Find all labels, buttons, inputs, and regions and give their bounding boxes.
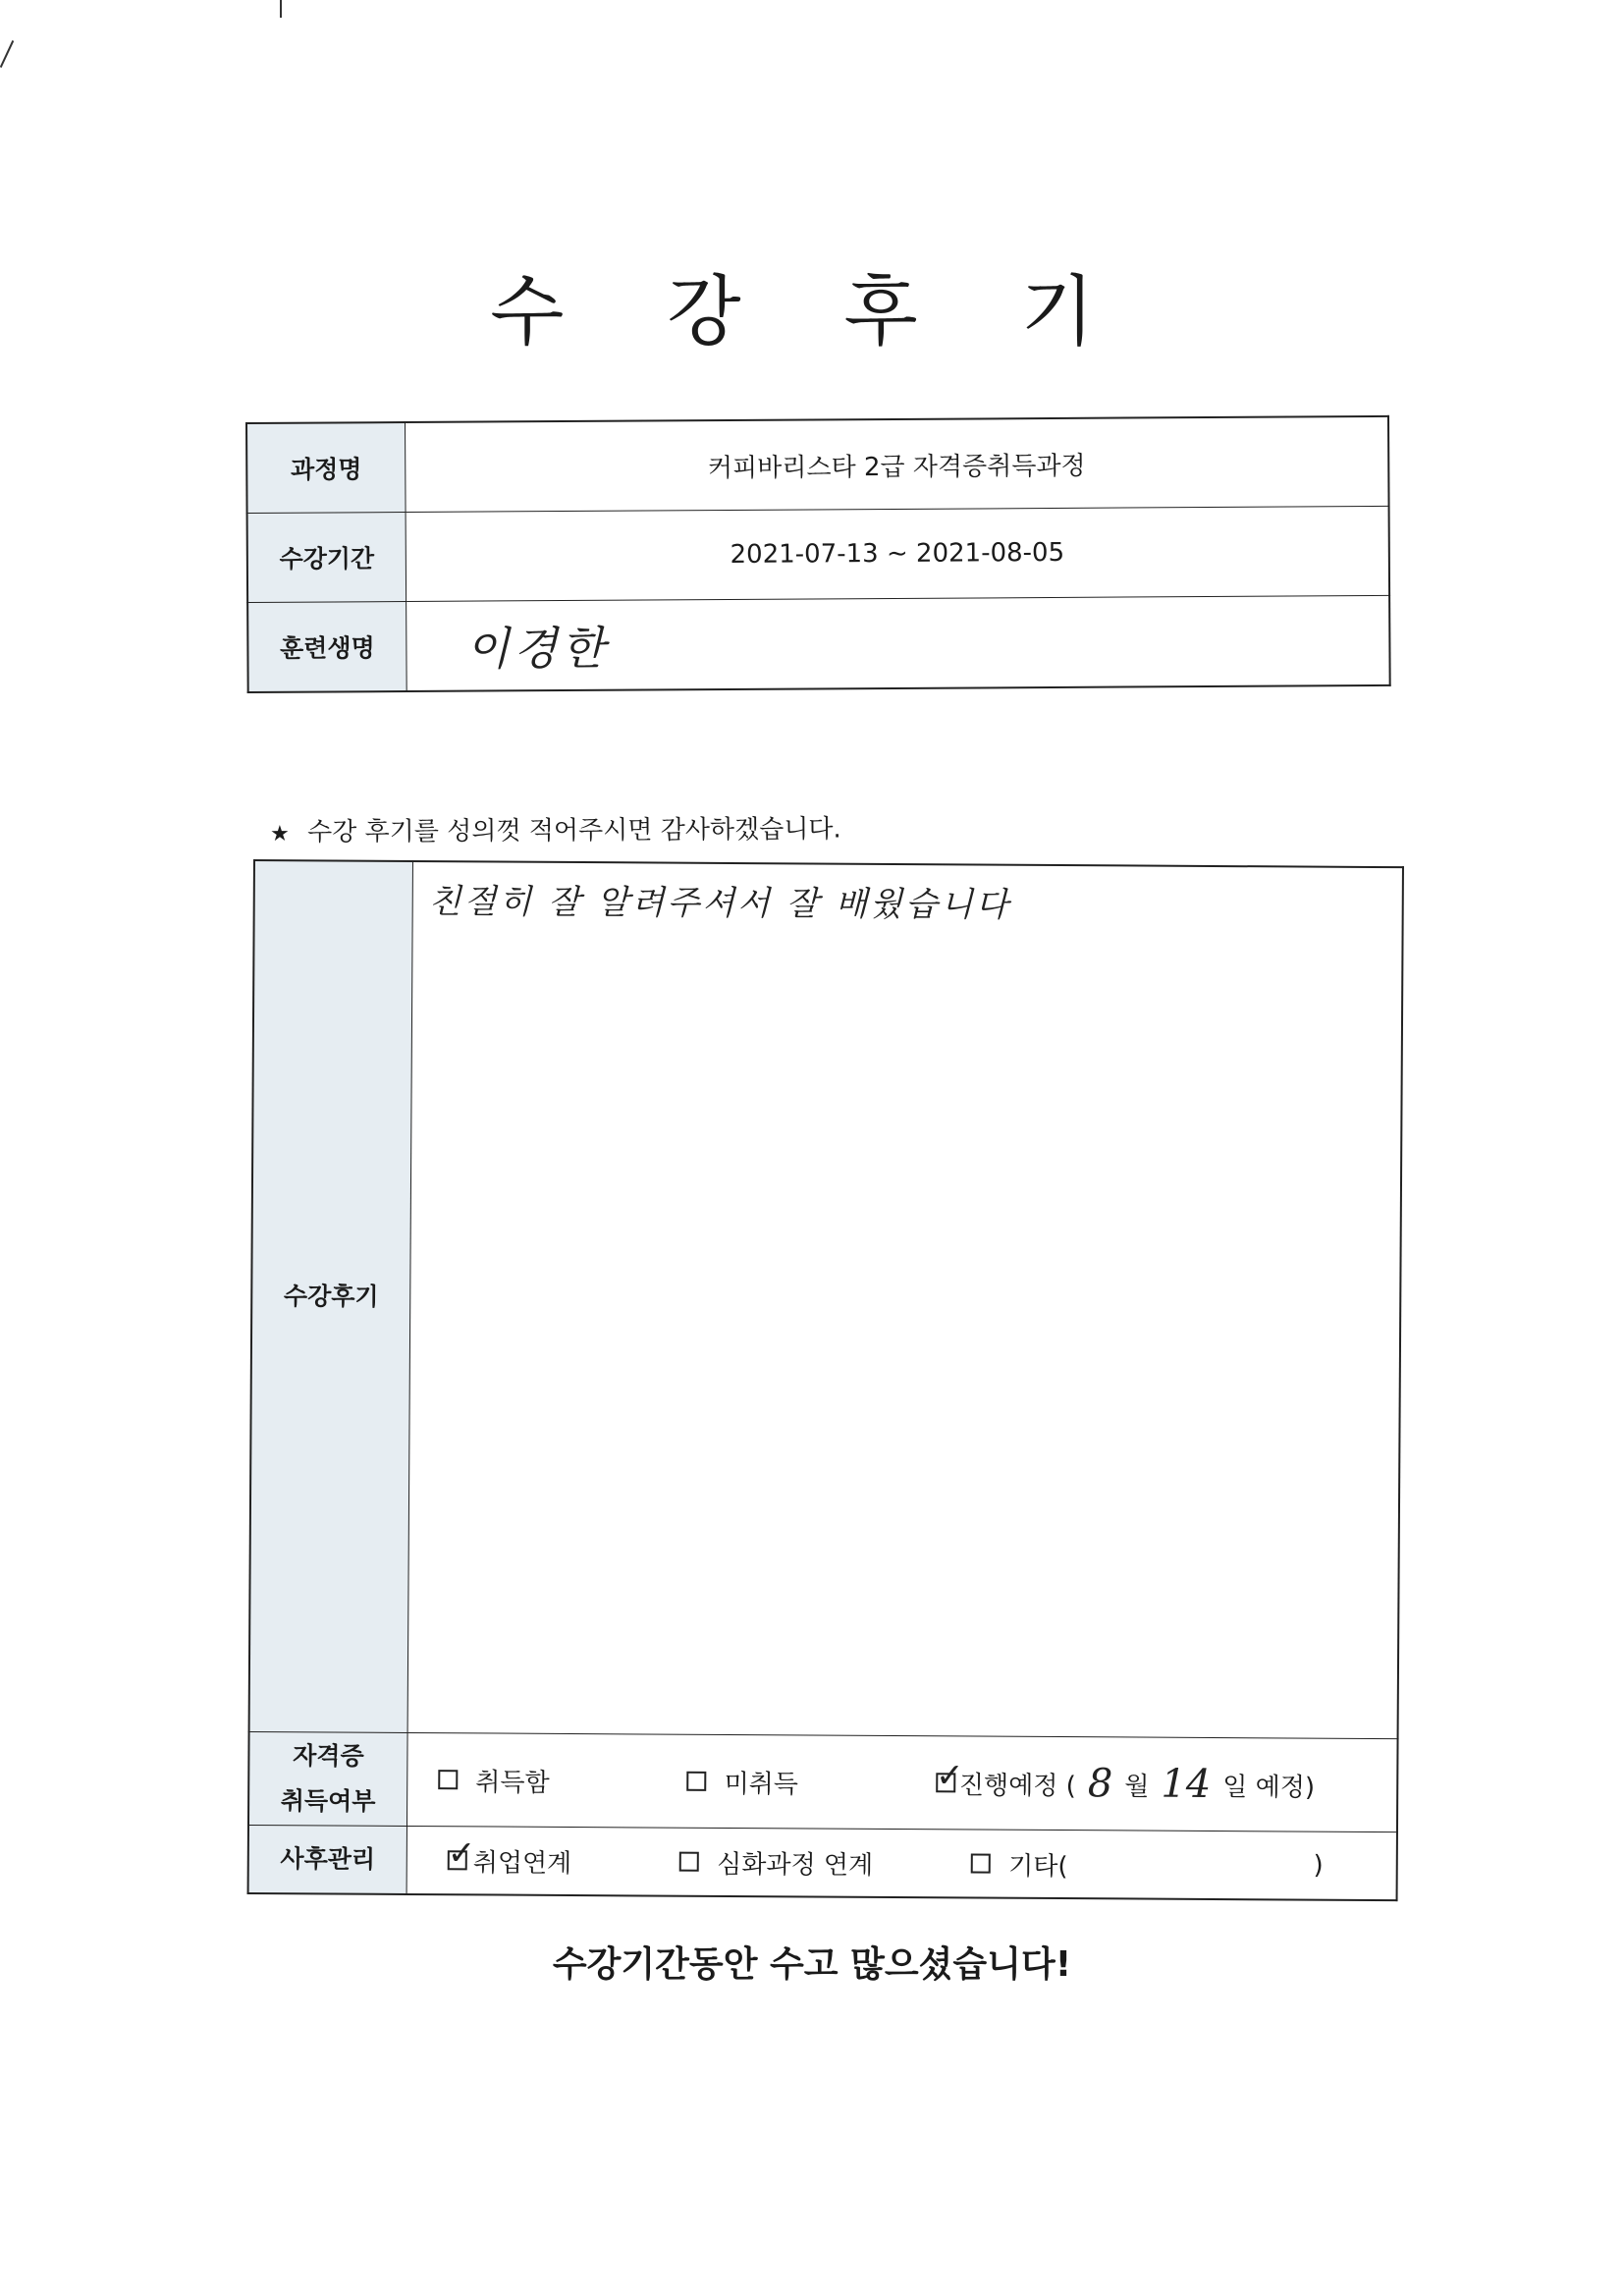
option-acquired-label: 취득함	[475, 1767, 550, 1798]
option-not-acquired[interactable]	[687, 1763, 799, 1800]
course-info-table	[245, 415, 1391, 693]
star-icon: ★	[270, 821, 290, 847]
option-other-label: 기타(	[1008, 1851, 1068, 1882]
checkmark-icon: ✓	[935, 1756, 964, 1796]
option-other-close: )	[1313, 1850, 1324, 1881]
expected-month-handwritten: 8	[1087, 1761, 1113, 1807]
course-label: 과정명	[246, 422, 406, 513]
option-job-link-label: 취업연계	[472, 1847, 572, 1879]
period-label: 수강기간	[247, 513, 406, 603]
course-value: 커피바리스타 2급 자격증취득과정	[406, 416, 1389, 513]
checkbox-other[interactable]	[971, 1853, 991, 1873]
closing-message: 수강기간동안 수고 많으셨습니다!	[552, 1944, 1072, 1985]
trainee-name-handwritten: 이경한	[465, 621, 609, 676]
review-label: 수강후기	[249, 860, 413, 1732]
review-table	[247, 859, 1404, 1901]
option-acquired[interactable]	[438, 1762, 550, 1799]
checkbox-job-link[interactable]	[447, 1833, 476, 1874]
expected-day-handwritten: 14	[1161, 1761, 1212, 1807]
instruction-label: 수강 후기를 성의껏 적어주시면 감사하겠습니다.	[307, 814, 841, 847]
certification-label	[248, 1731, 407, 1826]
option-in-progress[interactable]	[935, 1756, 1316, 1807]
aftercare-row	[248, 1825, 1397, 1900]
day-suffix: 일 예정)	[1222, 1772, 1316, 1803]
option-in-progress-label: 진행예정 (	[958, 1770, 1076, 1801]
scan-mark	[0, 40, 14, 68]
instruction-text	[270, 808, 841, 848]
checkbox-advanced-course[interactable]	[679, 1852, 699, 1872]
trainee-name-field[interactable]	[406, 595, 1390, 691]
checkbox-acquired[interactable]	[438, 1770, 458, 1789]
aftercare-options	[406, 1826, 1397, 1900]
trainee-label: 훈련생명	[247, 602, 406, 692]
certification-options	[406, 1732, 1397, 1831]
certification-label-line1: 자격증	[293, 1741, 364, 1771]
certification-label-line2: 취득여부	[280, 1786, 376, 1816]
option-advanced-course[interactable]	[679, 1843, 873, 1881]
page-title: 수 강 후 기	[490, 268, 1134, 356]
checkmark-icon: ✓	[447, 1833, 476, 1874]
review-row	[249, 860, 1403, 1739]
option-other[interactable]	[971, 1845, 1324, 1884]
option-advanced-course-label: 심화과정 연계	[717, 1849, 874, 1881]
period-row	[247, 506, 1390, 602]
checkbox-in-progress[interactable]	[935, 1756, 964, 1796]
review-handwritten-text: 친절히 잘 알려주셔서 잘 배웠습니다	[428, 882, 1011, 925]
option-not-acquired-label: 미취득	[724, 1769, 799, 1799]
month-unit: 월	[1124, 1771, 1150, 1802]
review-textarea[interactable]	[407, 861, 1403, 1739]
aftercare-label: 사후관리	[248, 1825, 407, 1893]
scan-mark	[280, 0, 282, 18]
course-row	[246, 416, 1389, 514]
period-value: 2021-07-13 ~ 2021-08-05	[406, 506, 1389, 601]
trainee-row	[247, 595, 1390, 692]
checkbox-not-acquired[interactable]	[687, 1772, 707, 1791]
certification-row	[248, 1731, 1398, 1831]
option-job-link[interactable]	[447, 1833, 572, 1880]
